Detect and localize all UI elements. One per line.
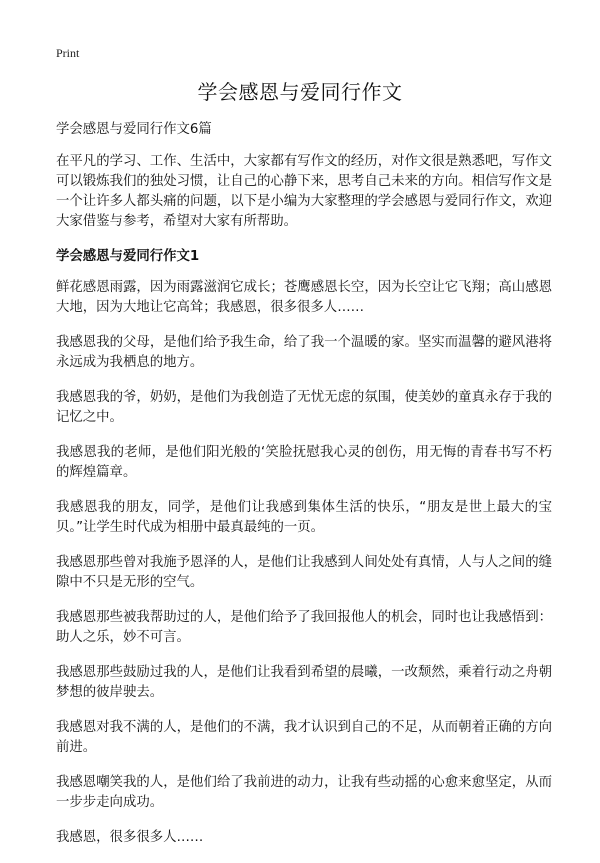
paragraph: 鲜花感恩雨露，因为雨露滋润它成长；苍鹰感恩长空，因为长空让它飞翔；高山感恩大地，因为大地让它高耸；我感恩，很多很多人…… (56, 280, 552, 315)
paragraph: 我感恩那些鼓励过我的人，是他们让我看到希望的晨曦，一改颓然，乘着行动之舟朝梦想的彼岸驶去。 (56, 665, 552, 700)
paragraph: 我感恩我的朋友，同学，是他们让我感到集体生活的快乐，“朋友是世上最大的宝贝。”让学生时代成为相册中最真最纯的一页。 (56, 500, 552, 535)
paragraph: 我感恩嘲笑我的人，是他们给了我前进的动力，让我有些动摇的心愈来愈坚定，从而一步步走向成功。 (56, 775, 552, 810)
paragraph: 我感恩那些曾对我施予恩泽的人，是他们让我感到人间处处有真情，人与人之间的缝隙中不只是无形的空气。 (56, 555, 552, 590)
page-title: 学会感恩与爱同行作文 (197, 80, 403, 104)
paragraph: 我感恩我的老师，是他们阳光般的‘笑脸抚慰我心灵的创伤，用无悔的青春书写不朽的辉煌篇章。 (56, 445, 552, 480)
article-body (56, 120, 552, 863)
article-subtitle: 学会感恩与爱同行作文6篇 (56, 122, 212, 137)
intro-paragraph: 在平凡的学习、工作、生活中，大家都有写作文的经历，对作文很是熟悉吧，写作文可以锻炼我们的独处习惯，让自己的心静下来，思考自己未来的方向。相信写作文是一个让许多人都头痛的问题，以下是小编为大家整理的学会感恩与爱同行作文，欢迎大家借鉴与参考，希望对大家有所帮助。 (56, 154, 552, 229)
section-heading: 学会感恩与爱同行作文1 (56, 249, 200, 264)
print-link[interactable]: Print (56, 46, 80, 60)
paragraph: 我感恩，很多很多人…… (56, 830, 204, 845)
paragraph: 我感恩对我不满的人，是他们的不满，我才认识到自己的不足，从而朝着正确的方向前进。 (56, 720, 552, 755)
paragraph: 我感恩那些被我帮助过的人，是他们给予了我回报他人的机会，同时也让我感悟到：助人之乐，妙不可言。 (56, 610, 552, 645)
paragraph: 我感恩我的父母，是他们给予我生命，给了我一个温暖的家。坚实而温馨的避风港将永远成为我栖息的地方。 (56, 335, 552, 370)
paragraph: 我感恩我的爷，奶奶，是他们为我创造了无忧无虑的氛围，使美妙的童真永存于我的记忆之中。 (56, 390, 552, 425)
